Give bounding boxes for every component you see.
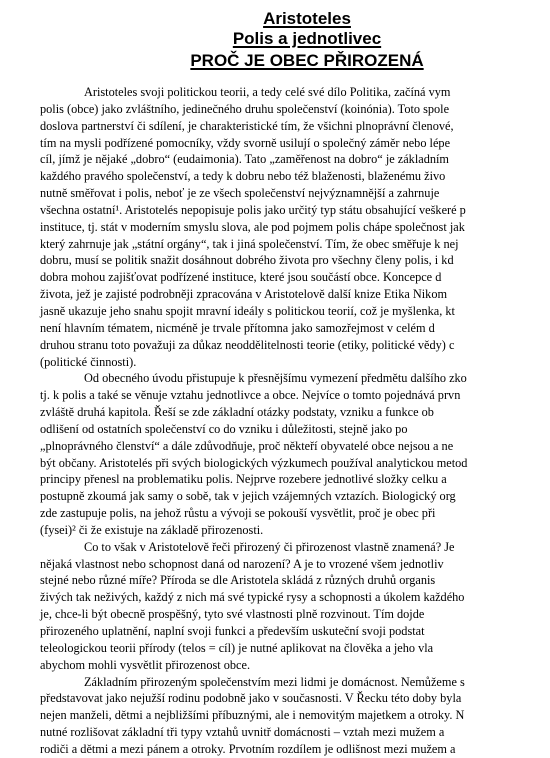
text-line: tím na mysli podřízené pomocníky, vždy svorně usilují o společný záměr nebo lépe (40, 135, 451, 150)
text-line: Základním přirozeným společenstvím mezi lidmi je domácnost. Nemůžeme s (84, 674, 465, 689)
title-block (12, 9, 528, 72)
text-line: instituce, tj. stát v moderním smyslu slova, ale pod pojmem polis chápe společnost jak (40, 219, 465, 234)
text-line: stejné nebo různé míře? Příroda se dle Aristotela skládá z různých druhů organis (40, 573, 436, 588)
text-line: Aristoteles svoji politickou teorii, a tedy celé své dílo Politika, začíná vym (84, 85, 451, 99)
text-line: cíl, jímž je nějaké „dobro“ (eudaimonia). Tato „zaměřenost na dobro“ je základním (40, 152, 449, 167)
text-line: (fysei)² či že existuje na základě přirozenosti. (40, 522, 264, 537)
text-line: zvláště druhá kapitola. Řeší se zde základní otázky podstaty, vzniku a funkce ob (40, 405, 434, 420)
text-line: života, jež je zajisté podrobněji zpracována v Aristotelově další knize Etika Nikom (40, 287, 448, 302)
text-line: (politické činnosti). (40, 354, 137, 369)
text-line: nějaká vlastnost nebo schopnost daná od narození? A je to vrozené všem jednotliv (40, 556, 444, 571)
text-line: přirozeného uplatnění, naplní svoji funkci a především uskuteční svoji podstat (40, 624, 425, 638)
text-line: nutné rozlišovat základní tři typy vztahů uvnitř domácnosti – vztah mezi mužem a (40, 725, 445, 740)
heading-title: Polis a jednotlivec (232, 29, 382, 48)
text-line: je, chce-li být obecně prospěšný, tyto své vlastnosti plně rozvinout. Tím dojde (40, 607, 425, 622)
text-line: nejen manželi, dětmi a nejbližšími příbuznými, ale i nemovitým majetkem a otroky. N (40, 708, 465, 723)
text-line: představovat jako nejužší rodinu podobně jako v současnosti. V Řecku této doby byla (40, 691, 462, 706)
text-line: být občany. Aristotelés při svých biologických výzkumech používal analytickou metod (40, 455, 468, 470)
text-line: tj. k polis a také se věnuje vztahu jednotlivce a obce. Nejvíce o tomto pojednává prvn (40, 388, 461, 403)
text-line: Od obecného úvodu přistupuje k přesnějšímu vymezení předmětu dalšího zko (84, 371, 467, 386)
text-line: každého pravého společenství, a tedy k dobru nebo též blaženosti, blaženému živo (40, 169, 446, 184)
text-line: druhou stranu toto považuji za důkaz neoddělitelnosti teorie (etiky, politické vědy) c (40, 337, 455, 352)
text-line: dobra mohou zajišťovat podřízené instituce, které jsou součástí obce. Koncepce d (40, 270, 442, 285)
text-line: odlišení od ostatních společenství co do vzniku i důležitosti, stejně jako po (40, 421, 408, 436)
text-line: abychom mohli vysvětlit přirozenost obce. (40, 657, 251, 672)
text-line: teleologickou teorii přírody (telos = cíl) je nutné aplikovat na člověka a jeho vla (40, 640, 434, 655)
text-line: rodiči a dětmi a mezi pánem a otroky. Prvotním rozdílem je odlišnost mezi mužem a (40, 741, 456, 756)
text-line: nutně směřovat i polis, neboť je ze všech společenství nejvýznamnější a zahrnuje (40, 186, 440, 201)
text-line: „plnoprávného členství“ a dále zdůvodňuje, proč někteří obyvatelé obce nejsou a ne (40, 438, 454, 453)
text-line: dobru, musí se politik snažit dosáhnout dobrého života pro všechny členy polis, i kd (40, 253, 454, 268)
text-line: postupně zkoumá jak samy o sobě, tak v jejich vzájemných vztazích. Biologický org (40, 489, 456, 504)
text-line: Co to však v Aristotelově řeči přirozený či přirozenost vlastně znamená? Je (84, 539, 455, 554)
heading-chapter: PROČ JE OBEC PŘIROZENÁ (190, 51, 424, 70)
text-line: polis (obce) jako zvláštního, jedinečného druhu společenství (koinónia). Toto spole (40, 101, 450, 116)
text-line: není hlavním tématem, nicméně je trvale přítomna jako samozřejmost v celém d (40, 320, 435, 335)
text-line: jasně ukazuje jeho snahu spojit mravní ideály s politickou teorií, což je myšlenka, kt (40, 303, 455, 318)
text-line: principy přenesl na problematiku polis. Nejprve rozebere jednotlivé složky celku a (40, 472, 447, 487)
text-line: zde zastupuje polis, na jehož růstu a vývoji se pokouší vysvětlit, proč je obec při (40, 506, 436, 521)
body-text (40, 84, 550, 758)
heading-author: Aristoteles (263, 9, 351, 28)
text-line: doslova partnerství či sdílení, je charakteristické tím, že všichni plnoprávní členové, (40, 118, 454, 133)
text-line: živých tak neživých, každý z nich má své typické rysy a schopnosti a úkolem každého (40, 590, 465, 605)
text-line: všechna ostatní¹. Aristotelés nepopisuje polis jako určitý typ státu obsahující veškeré p (40, 202, 466, 217)
text-line: který zahrnuje jak „státní orgány“, tak i jiná společenství. Tím, že obec směřuje k nej (40, 236, 459, 251)
